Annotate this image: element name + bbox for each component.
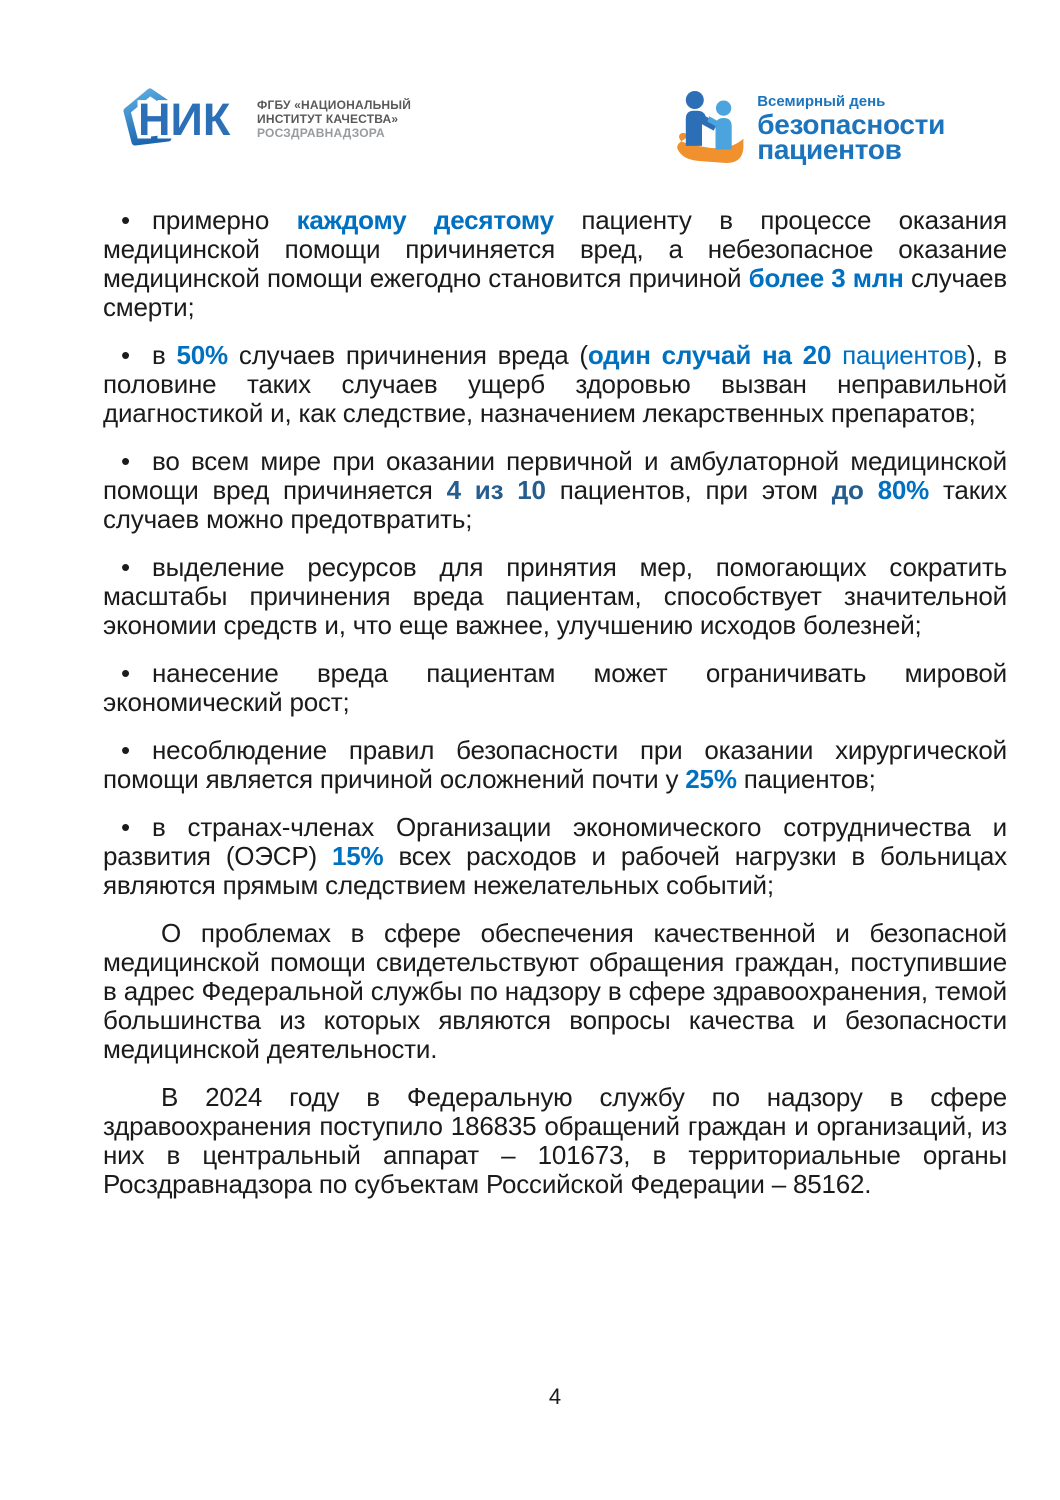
paragraph	[103, 659, 1007, 717]
text-segment: 50%	[176, 340, 228, 370]
text-segment: пациентов;	[736, 764, 876, 794]
nik-caption-line: ИНСТИТУТ КАЧЕСТВА»	[257, 112, 399, 126]
paragraph	[103, 1083, 1007, 1199]
bullet-icon: •	[121, 812, 130, 842]
patient-safety-day-logo	[675, 88, 945, 166]
text-segment: нанесение вреда пациентам может ограничивать мировой экономический рост;	[103, 658, 1007, 717]
text-segment: О проблемах в сфере обеспечения качественной и безопасной медицинской помощи свидетельствуют обращения граждан, поступившие в адрес Федеральной службы по надзору в сфере здравоохранения, темой большинства из которых являются вопросы качества и безопасности медицинской деятельности.	[103, 918, 1007, 1064]
nik-caption-line: РОСЗДРАВНАДЗОРА	[257, 126, 385, 140]
text-segment: пациенту в процессе оказания медицинской помощи причиняется вред, а небезопасное оказание медицинской помощи ежегодно становится причиной	[103, 205, 1007, 293]
nik-pentagon-icon	[123, 88, 249, 150]
text-segment: случаев причинения вреда (	[227, 340, 588, 370]
text-segment: таких случаев можно предотвратить;	[103, 475, 1007, 534]
bullet-icon: •	[121, 446, 130, 476]
nik-abbr-text: НИК	[138, 94, 231, 145]
paragraph	[103, 341, 1007, 428]
nik-logo	[123, 88, 411, 150]
text-segment: во всем мире при оказании первичной и амбулаторной медицинской помощи вред причиняется	[103, 446, 1007, 505]
paragraph	[103, 736, 1007, 794]
wdps-tagline: Всемирный день	[757, 92, 886, 110]
paragraph	[103, 553, 1007, 640]
text-segment: 4 из 10	[446, 475, 546, 505]
text-segment: выделение ресурсов для принятия мер, помогающих сократить масштабы причинения вреда пациентам, способствует значительной экономии средств и, что еще важнее, улучшению исходов болезней;	[103, 552, 1007, 640]
nik-logo-caption	[257, 98, 411, 140]
paragraph	[103, 813, 1007, 900]
text-segment: ), в половине таких случаев ущерб здоровью вызван неправильной диагностикой и, как следствие, назначением лекарственных препаратов;	[103, 340, 1007, 428]
text-segment: 15%	[332, 841, 384, 871]
paragraph	[103, 447, 1007, 534]
page-footer	[103, 1384, 1007, 1410]
nik-caption-line: ФГБУ «НАЦИОНАЛЬНЫЙ	[257, 98, 412, 112]
text-segment: один случай на 20	[587, 340, 843, 370]
text-segment: в странах-членах Организации экономического сотрудничества и развития (ОЭСР)	[103, 812, 1007, 871]
text-segment: более 3 млн	[748, 263, 904, 293]
text-segment: примерно	[152, 205, 297, 235]
text-segment: до	[831, 475, 878, 505]
document-body	[103, 206, 1007, 1199]
page-number: 4	[548, 1384, 562, 1409]
bullet-icon: •	[121, 205, 130, 235]
text-segment: всех расходов и рабочей нагрузки в больницах являются прямым следствием нежелательных событий;	[103, 841, 1007, 900]
bullet-icon: •	[121, 552, 130, 582]
bullet-icon: •	[121, 735, 130, 765]
text-segment: несоблюдение правил безопасности при оказании хирургической помощи является причиной осложнений почти у	[103, 735, 1007, 794]
text-segment: пациентов	[842, 340, 967, 370]
text-segment: случаев смерти;	[103, 263, 1007, 322]
wdps-title-line1: безопасности	[757, 108, 945, 140]
paragraph	[103, 919, 1007, 1064]
bullet-icon: •	[121, 340, 130, 370]
text-segment: каждому десятому	[296, 205, 554, 235]
page-header	[123, 88, 945, 165]
patient-safety-logo-text	[757, 92, 945, 165]
bullet-icon: •	[121, 658, 130, 688]
wdps-title-line2: пациентов	[757, 133, 902, 165]
text-segment: пациентов, при этом	[545, 475, 832, 505]
text-segment: В 2024 году в Федеральную службу по надзору в сфере здравоохранения поступило 186835 обращений граждан и организаций, из них в центральный аппарат – 101673, в территориальные органы Росздравнадзора по субъектам Российской Федерации – 85162.	[103, 1082, 1007, 1199]
paragraph	[103, 206, 1007, 322]
text-segment: в	[152, 340, 177, 370]
text-segment: 25%	[685, 764, 737, 794]
patient-safety-icon	[675, 88, 747, 166]
text-segment: 80%	[877, 475, 930, 505]
